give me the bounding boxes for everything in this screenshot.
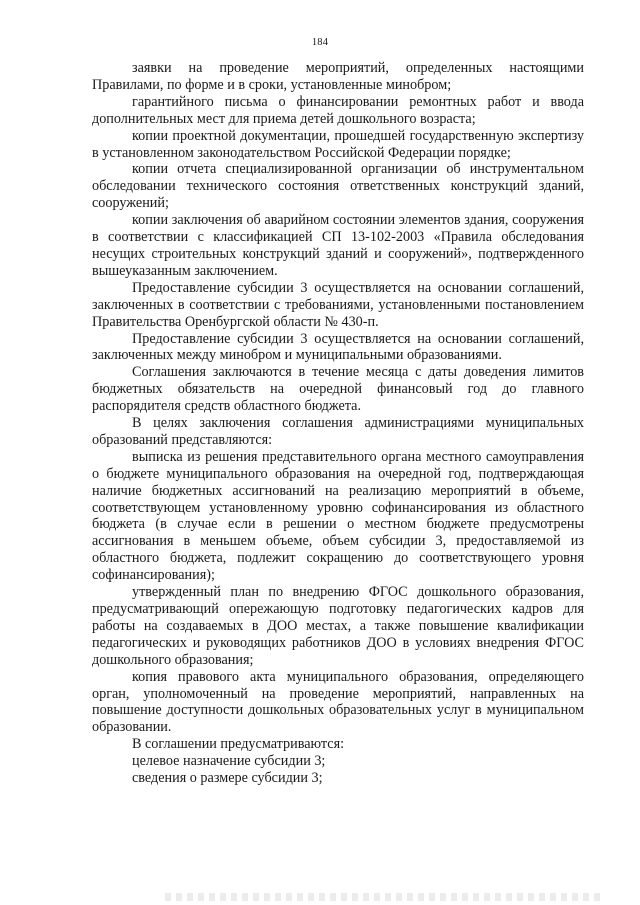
paragraph: гарантийного письма о финансировании ремонтных работ и ввода дополнительных мест для приема детей дошкольного возраста; bbox=[92, 93, 584, 127]
paragraph: копии отчета специализированной организации об инструментальном обследовании технического состояния ответственных конструкций зданий, сооружений; bbox=[92, 161, 584, 212]
page-number: 184 bbox=[311, 37, 329, 48]
paragraph: утвержденный план по внедрению ФГОС дошкольного образования, предусматривающий опережающую подготовку педагогических кадров для работы на создаваемых в ДОО местах, а также повышение квалификации педагогических и руководящих работников ДОО в условиях внедрения ФГОС дошкольного образования; bbox=[92, 584, 584, 668]
paragraph: копии проектной документации, прошедшей государственную экспертизу в установленном законодательством Российской Федерации порядке; bbox=[92, 127, 584, 161]
paragraph: выписка из решения представительного органа местного самоуправления о бюджете муниципального образования на очередной год, подтверждающая наличие бюджетных ассигнований на реализацию мероприятий в объеме, соответствующем установленному уровню софинансирования из областного бюджета (в случае если в решении о местном бюджете предусмотрены ассигнования в меньшем объеме, объем субсидии 3, предоставляемой из областного бюджета, подлежит сокращению до соответствующего уровня софинансирования); bbox=[92, 448, 584, 584]
paragraph: сведения о размере субсидии 3; bbox=[132, 770, 323, 787]
paragraph: копия правового акта муниципального образования, определяющего орган, уполномоченный на проведение мероприятий, направленных на повышение доступности дошкольных образовательных услуг в муниципальном образовании. bbox=[92, 668, 584, 736]
paragraph: заявки на проведение мероприятий, определенных настоящими Правилами, по форме и в сроки, установленные минобром; bbox=[92, 60, 584, 93]
paragraph: В целях заключения соглашения администрациями муниципальных образований представляются: bbox=[92, 415, 584, 448]
scan-artifact bbox=[165, 893, 605, 901]
paragraph: Предоставление субсидии 3 осуществляется на основании соглашений, заключенных между минобром и муниципальными образованиями. bbox=[92, 330, 584, 364]
document-body bbox=[92, 60, 584, 787]
paragraph: копии заключения об аварийном состоянии элементов здания, сооружения в соответствии с классификацией СП 13-102-2003 «Правила обследования несущих строительных конструкций зданий и сооружений», подтвержденного вышеуказанным заключением. bbox=[92, 212, 584, 279]
paragraph: целевое назначение субсидии 3; bbox=[132, 753, 326, 770]
paragraph: В соглашении предусматриваются: bbox=[132, 736, 345, 753]
paragraph: Предоставление субсидии 3 осуществляется на основании соглашений, заключенных в соответствии с требованиями, установленными постановлением Правительства Оренбургской области № 430-п. bbox=[92, 279, 584, 330]
paragraph: Соглашения заключаются в течение месяца с даты доведения лимитов бюджетных обязательств на очередной финансовый год до главного распорядителя средств областного бюджета. bbox=[92, 364, 584, 415]
